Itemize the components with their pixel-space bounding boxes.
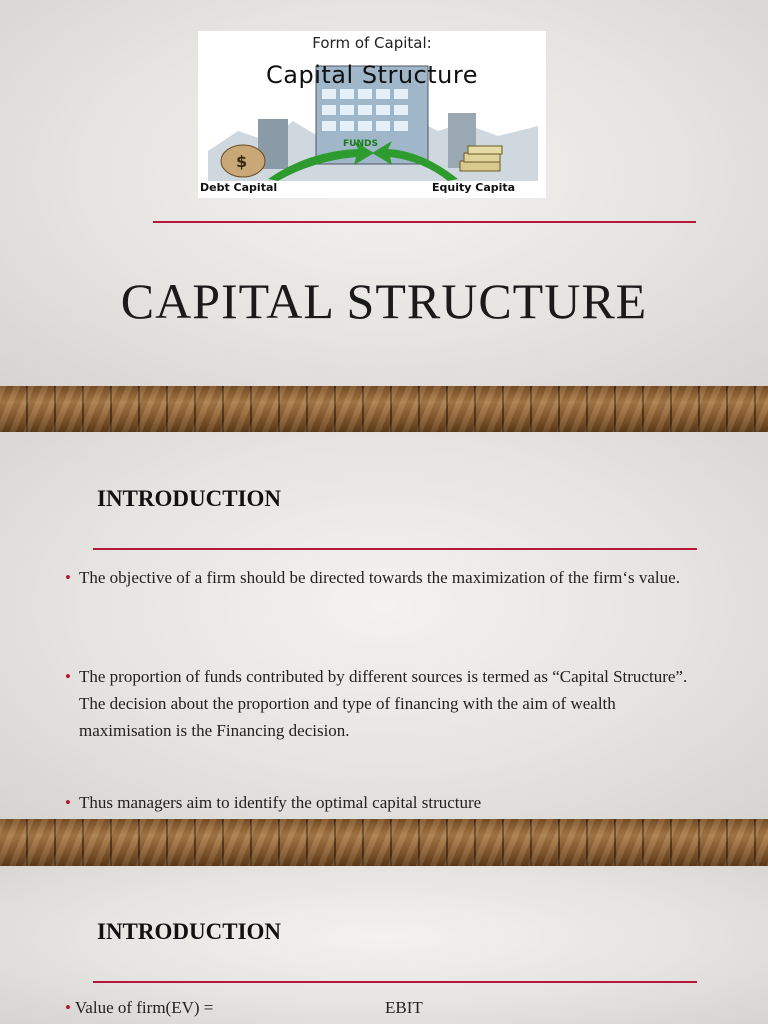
formula-left	[65, 998, 213, 1018]
bullet-dot-icon: •	[65, 568, 71, 587]
bullet-text: The objective of a firm should be directed towards the maximization of the firm‘s value.	[79, 568, 680, 587]
bullet-item	[65, 564, 705, 591]
bullet-item	[65, 789, 705, 816]
banner-equity-capital-label: Equity Capita	[432, 181, 516, 194]
bullet-dot-icon: •	[65, 793, 71, 812]
wood-floor-divider	[0, 819, 768, 866]
formula-numerator: EBIT	[385, 998, 423, 1017]
slide-heading: INTRODUCTION	[97, 486, 282, 511]
capital-structure-banner-image	[198, 31, 546, 198]
banner-line-capital-structure: Capital Structure	[266, 61, 478, 89]
building-illustration	[198, 31, 546, 198]
bullet-dot-icon: •	[65, 998, 71, 1017]
heading-divider-rule	[93, 981, 697, 983]
bullet-text: The proportion of funds contributed by different sources is termed as “Capital Structure”. The decision about the proportion and type of financing with the aim of wealth maximisation is the Financing decision.	[79, 667, 688, 740]
bullet-text: Thus managers aim to identify the optimal capital structure	[79, 793, 482, 812]
title-divider-rule	[153, 221, 696, 223]
bullet-item	[65, 663, 705, 744]
wood-floor-divider	[0, 386, 768, 432]
bullet-dot-icon: •	[65, 667, 71, 686]
banner-debt-capital-label: Debt Capital	[200, 181, 278, 194]
slide-2	[0, 432, 768, 819]
banner-line-form-of-capital: Form of Capital:	[312, 34, 432, 52]
slide-title: CAPITAL STRUCTURE	[120, 273, 648, 329]
slide-heading: INTRODUCTION	[97, 919, 282, 944]
slide-1	[0, 0, 768, 386]
formula-left-text: Value of firm(EV) =	[74, 998, 214, 1017]
banner-funds-label: FUNDS	[343, 139, 378, 149]
heading-divider-rule	[93, 548, 697, 550]
svg-text:$: $	[236, 152, 248, 171]
